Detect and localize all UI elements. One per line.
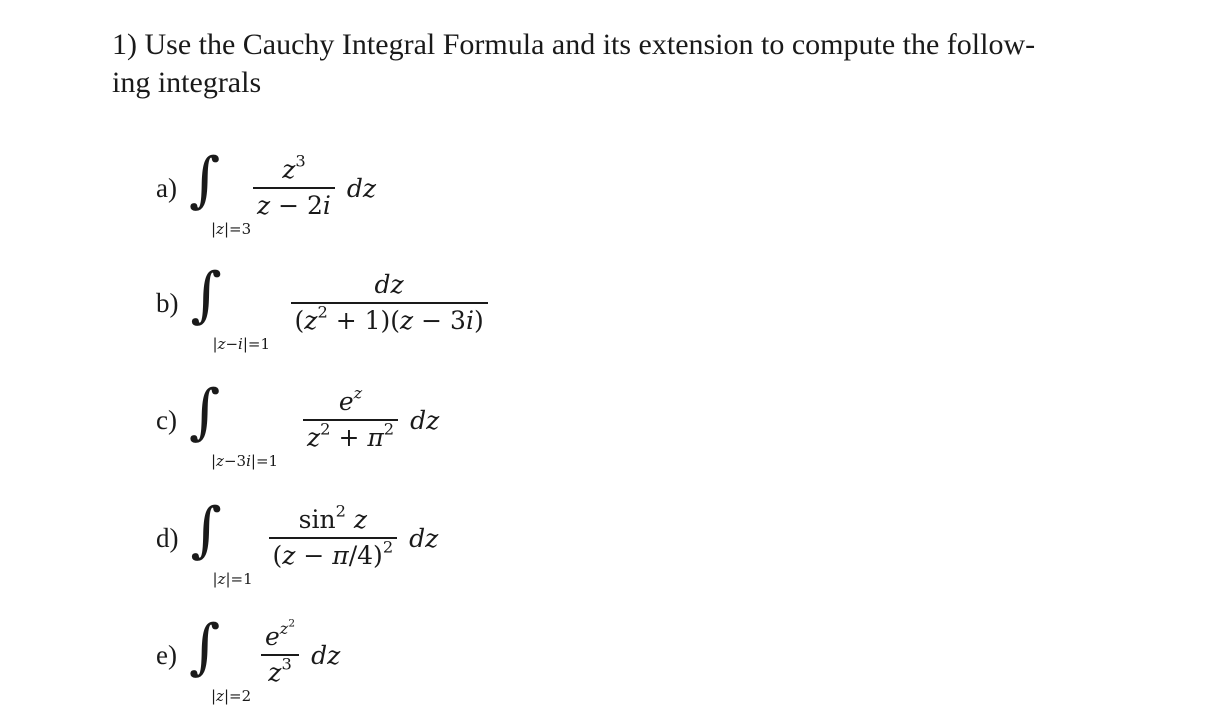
numerator-e: $e^{z^2}$	[264, 617, 296, 652]
denominator-e: $z^3$	[268, 654, 292, 687]
numerator-d: $\sin^2 z$	[298, 501, 368, 535]
differential-c: dz	[410, 405, 440, 435]
integral-c	[156, 370, 439, 470]
numerator-a: $z^3$	[282, 151, 306, 185]
integral-sign-d	[191, 488, 251, 588]
numerator-b: dz	[374, 270, 404, 300]
integral-symbol: ∫	[190, 495, 222, 565]
problem-label-e: e)	[156, 639, 177, 670]
contour-d: |z|=1	[212, 570, 253, 588]
fraction-d	[269, 503, 398, 573]
denominator-a: z − 2i	[256, 190, 331, 220]
differential-e: dz	[311, 640, 341, 670]
integral-sign-a	[188, 138, 252, 238]
denominator-d: $(z - \pi/4)^2$	[272, 537, 394, 570]
integral-symbol: ∫	[188, 612, 221, 682]
problem-label-a: a)	[156, 172, 177, 203]
differential-d: dz	[409, 523, 439, 553]
fraction-a	[253, 153, 335, 223]
denominator-c: $z^2 + \pi^2$	[306, 419, 395, 452]
denominator-b: $(z^2 + 1)(z - 3i)$	[294, 302, 484, 335]
contour-c: |z−3i|=1	[210, 452, 279, 470]
integral-e	[156, 605, 340, 705]
problem-label-d: d)	[156, 522, 179, 553]
integral-sign-c	[188, 370, 279, 470]
integral-symbol: ∫	[190, 260, 222, 330]
contour-e: |z|=2	[210, 687, 252, 705]
integral-symbol: ∫	[188, 377, 221, 447]
integral-b	[156, 253, 488, 353]
problem-statement	[112, 26, 1152, 102]
integral-d	[156, 488, 438, 588]
fraction-e	[261, 617, 299, 690]
integral-symbol: ∫	[188, 145, 221, 215]
integral-sign-b	[190, 253, 271, 353]
numerator-c: $e^z$	[338, 383, 363, 417]
problem-label-c: c)	[156, 404, 177, 435]
problem-statement-line-1: 1) Use the Cauchy Integral Formula and its extension to compute the follow-	[112, 28, 1036, 61]
problem-label-b: b)	[156, 287, 179, 318]
integral-sign-e	[188, 605, 252, 705]
differential-a: dz	[346, 173, 377, 203]
problem-statement-line-2: ing integrals	[112, 66, 262, 99]
fraction-b	[291, 268, 488, 338]
fraction-c	[303, 385, 398, 455]
contour-a: |z|=3	[210, 220, 252, 238]
contour-b: |z−i|=1	[212, 335, 271, 353]
integral-a	[156, 138, 376, 238]
